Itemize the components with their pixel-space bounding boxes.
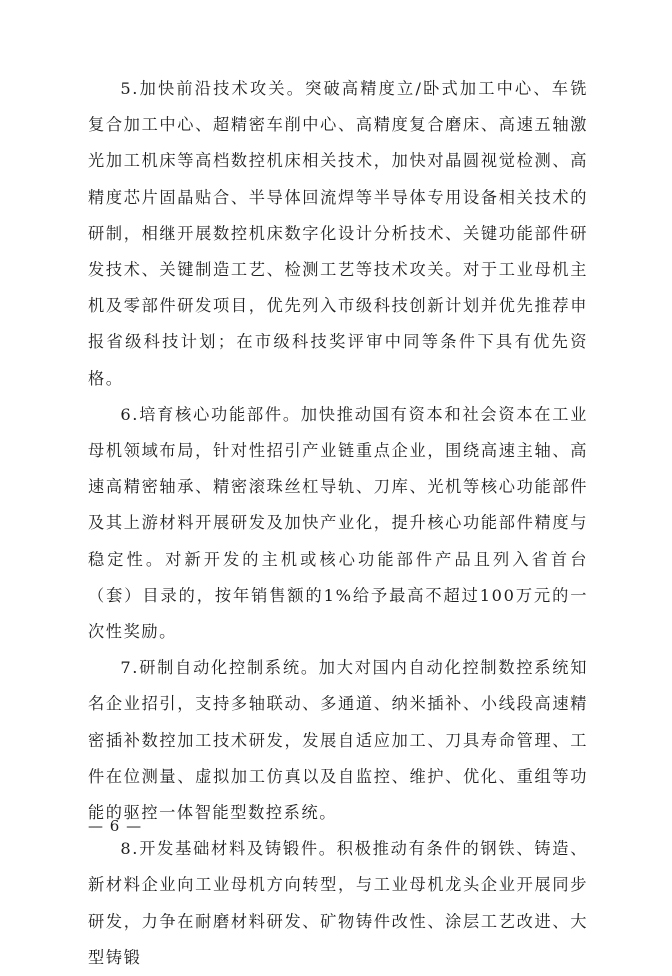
page-number: — 6 — xyxy=(88,817,143,835)
paragraph-8: 8.开发基础材料及铸锻件。积极推动有条件的钢铁、铸造、新材料企业向工业母机方向转型，与工业母机龙头企业开展同步研发，力争在耐磨材料研发、矿物铸件改性、涂层工艺改进、大型铸锻 xyxy=(88,839,588,967)
paragraph-5: 5.加快前沿技术攻关。突破高精度立/卧式加工中心、车铣复合加工中心、超精密车削中心、高精度复合磨床、高速五轴激光加工机床等高档数控机床相关技术，加快对晶圆视觉检测、高精度芯片固晶贴合、半导体回流焊等半导体专用设备相关技术的研制，相继开展数控机床数字化设计分析技术、关键功能部件研发技术、关键制造工艺、检测工艺等技术攻关。对于工业母机主机及零部件研发项目，优先列入市级科技创新计划并优先推荐申报省级科技计划；在市级科技奖评审中同等条件下具有优先资格。 xyxy=(88,79,588,388)
paragraph-6: 6.培育核心功能部件。加快推动国有资本和社会资本在工业母机领域布局，针对性招引产业链重点企业，围绕高速主轴、高速高精密轴承、精密滚珠丝杠导轨、刀库、光机等核心功能部件及其上游材料开展研发及加快产业化，提升核心功能部件精度与稳定性。对新开发的主机或核心功能部件产品且列入省首台（套）目录的，按年销售额的1%给予最高不超过100万元的一次性奖励。 xyxy=(88,404,588,642)
document-body xyxy=(88,71,588,976)
paragraph-7: 7.研制自动化控制系统。加大对国内自动化控制数控系统知名企业招引，支持多轴联动、多通道、纳米插补、小线段高速精密插补数控加工技术研发，发展自适应加工、刀具寿命管理、工件在位测量、虚拟加工仿真以及自监控、维护、优化、重组等功能的驱控一体智能型数控系统。 xyxy=(88,658,588,823)
